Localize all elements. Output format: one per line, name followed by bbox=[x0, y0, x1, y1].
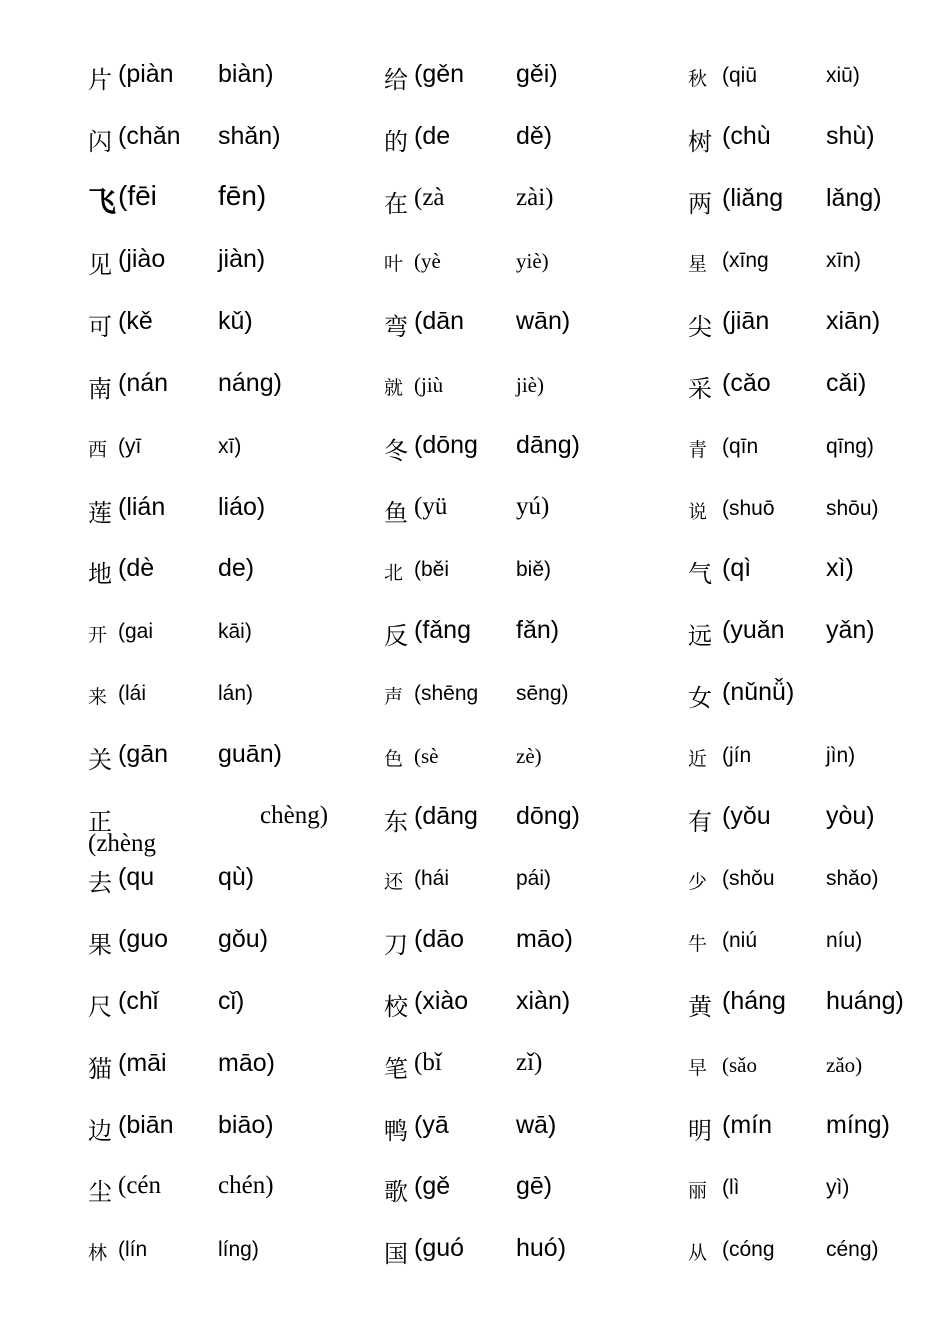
word-entry bbox=[688, 855, 950, 917]
pinyin-option-2: wān) bbox=[516, 307, 571, 336]
word-entry bbox=[88, 299, 388, 361]
pinyin-option-2: pái) bbox=[516, 867, 552, 891]
column-3 bbox=[688, 52, 950, 1288]
pinyin-option-2: gǒu) bbox=[218, 925, 269, 954]
pinyin-option-2: líng) bbox=[218, 1238, 259, 1262]
hanzi-character: 关 bbox=[88, 745, 112, 774]
pinyin-option-2: qù) bbox=[218, 863, 255, 892]
pinyin-option-2: liáo) bbox=[218, 492, 266, 521]
hanzi-character: 少 bbox=[688, 871, 708, 894]
hanzi-character: 星 bbox=[688, 253, 708, 276]
pinyin-option-2: jiàn) bbox=[218, 245, 266, 274]
word-entry bbox=[88, 670, 388, 732]
word-entry bbox=[688, 917, 950, 979]
word-entry bbox=[688, 1164, 950, 1226]
pinyin-option-1: (māi bbox=[118, 1048, 167, 1077]
pinyin-option-2: gē) bbox=[516, 1172, 553, 1201]
pinyin-option-2: yòu) bbox=[826, 801, 875, 830]
pinyin-option-1: (gai bbox=[118, 620, 154, 644]
pinyin-option-1: (xīng bbox=[722, 249, 769, 273]
pinyin-option-2: māo) bbox=[516, 925, 573, 954]
pinyin-option-1: (jiù bbox=[414, 372, 444, 397]
pinyin-option-2: huáng) bbox=[826, 986, 904, 1015]
word-entry bbox=[88, 1103, 388, 1165]
word-entry bbox=[688, 979, 950, 1041]
pinyin-option-1: (mín bbox=[722, 1110, 772, 1139]
hanzi-character: 校 bbox=[384, 992, 408, 1021]
hanzi-character: 莲 bbox=[88, 498, 112, 527]
hanzi-character: 从 bbox=[688, 1242, 708, 1265]
word-entry bbox=[88, 794, 388, 856]
pinyin-option-1: (gān bbox=[118, 739, 169, 768]
pinyin-option-1: (jín bbox=[722, 743, 752, 767]
word-entry bbox=[688, 1041, 950, 1103]
pinyin-option-1: (sè bbox=[414, 743, 439, 768]
word-entry bbox=[688, 299, 950, 361]
pinyin-option-2: huó) bbox=[516, 1234, 567, 1263]
pinyin-option-2: yiè) bbox=[516, 249, 549, 274]
pinyin-option-2: xīn) bbox=[826, 249, 862, 273]
pinyin-option-1: (bǐ bbox=[414, 1048, 442, 1076]
word-entry bbox=[384, 423, 684, 485]
pinyin-option-1: (dè bbox=[118, 554, 155, 583]
pinyin-option-1: (chǐ bbox=[118, 986, 159, 1015]
pinyin-option-2: dě) bbox=[516, 121, 553, 150]
hanzi-character: 丽 bbox=[688, 1180, 708, 1203]
hanzi-character: 去 bbox=[88, 869, 112, 898]
hanzi-character: 两 bbox=[688, 189, 712, 218]
word-entry bbox=[688, 423, 950, 485]
pinyin-option-2: jiè) bbox=[516, 372, 544, 397]
word-entry bbox=[688, 237, 950, 299]
hanzi-character: 弯 bbox=[384, 313, 408, 342]
pinyin-option-2: biàn) bbox=[218, 60, 274, 88]
pinyin-option-2: lǎng) bbox=[826, 183, 882, 212]
hanzi-character: 树 bbox=[688, 127, 712, 156]
pinyin-option-1: (yuǎn bbox=[722, 616, 785, 645]
word-entry bbox=[688, 732, 950, 794]
hanzi-character: 尺 bbox=[88, 992, 112, 1021]
word-entry bbox=[384, 546, 684, 608]
hanzi-character: 林 bbox=[88, 1242, 108, 1265]
hanzi-character: 南 bbox=[88, 374, 112, 403]
hanzi-character: 尘 bbox=[88, 1178, 112, 1207]
pinyin-option-1: (dāo bbox=[414, 925, 465, 954]
pinyin-option-1: (dōng bbox=[414, 430, 478, 459]
hanzi-character: 的 bbox=[384, 127, 408, 156]
pinyin-option-2: biě) bbox=[516, 558, 552, 582]
pinyin-option-1: (zhèng bbox=[88, 829, 157, 857]
hanzi-character: 猫 bbox=[88, 1054, 112, 1083]
word-entry bbox=[688, 361, 950, 423]
pinyin-option-1: (fǎng bbox=[414, 616, 471, 645]
pinyin-option-1: (háng bbox=[722, 986, 786, 1015]
hanzi-character: 近 bbox=[688, 747, 708, 770]
pinyin-option-1: (qu bbox=[118, 863, 155, 892]
hanzi-character: 就 bbox=[384, 376, 404, 399]
pinyin-option-1: (yā bbox=[414, 1110, 449, 1139]
pinyin-option-1: (nǔnǚ) bbox=[722, 677, 795, 706]
hanzi-character: 果 bbox=[88, 931, 112, 960]
hanzi-character: 远 bbox=[688, 622, 712, 651]
pinyin-option-1: (kě bbox=[118, 307, 153, 336]
pinyin-option-1: (lái bbox=[118, 681, 147, 705]
word-entry bbox=[688, 794, 950, 856]
word-entry bbox=[688, 176, 950, 238]
hanzi-character: 片 bbox=[88, 66, 112, 94]
pinyin-option-2: gěi) bbox=[516, 60, 558, 88]
pinyin-option-1: (yǒu bbox=[722, 801, 771, 830]
pinyin-option-1: (chù bbox=[722, 121, 771, 150]
pinyin-option-1: (liǎng bbox=[722, 183, 784, 212]
hanzi-character: 青 bbox=[688, 438, 708, 461]
hanzi-character: 西 bbox=[88, 438, 108, 461]
pinyin-option-2: chén) bbox=[218, 1172, 274, 1200]
hanzi-character: 鱼 bbox=[384, 498, 408, 527]
pinyin-option-1: (shēng bbox=[414, 681, 479, 705]
pinyin-option-1: (dāng bbox=[414, 801, 478, 830]
pinyin-option-2: cǐ) bbox=[218, 986, 245, 1015]
pinyin-option-2: xiū) bbox=[826, 64, 860, 87]
word-entry bbox=[88, 1041, 388, 1103]
hanzi-character: 地 bbox=[88, 560, 112, 589]
pinyin-option-1: (cǎo bbox=[722, 368, 771, 397]
word-entry bbox=[688, 52, 950, 114]
pinyin-option-2: kāi) bbox=[218, 620, 252, 644]
pinyin-option-1: (shuō bbox=[722, 496, 775, 520]
hanzi-character: 说 bbox=[688, 500, 708, 523]
word-entry bbox=[384, 485, 684, 547]
pinyin-option-1: (hái bbox=[414, 867, 450, 891]
pinyin-option-1: (cóng bbox=[722, 1238, 775, 1262]
word-entry bbox=[688, 670, 950, 732]
hanzi-character: 冬 bbox=[384, 436, 408, 465]
pinyin-option-1: (yè bbox=[414, 249, 441, 274]
word-entry bbox=[384, 1103, 684, 1165]
pinyin-option-2: yǎn) bbox=[826, 616, 875, 645]
pinyin-option-2: dāng) bbox=[516, 430, 580, 459]
hanzi-character: 鸭 bbox=[384, 1116, 408, 1145]
word-entry bbox=[384, 1164, 684, 1226]
pinyin-option-2: níu) bbox=[826, 929, 863, 953]
hanzi-character: 笔 bbox=[384, 1054, 408, 1083]
pinyin-option-2: míng) bbox=[826, 1110, 890, 1139]
word-entry bbox=[88, 423, 388, 485]
pinyin-option-2: sēng) bbox=[516, 681, 569, 705]
hanzi-character: 反 bbox=[384, 622, 408, 651]
word-entry bbox=[384, 361, 684, 423]
column-1 bbox=[88, 52, 388, 1288]
hanzi-character: 色 bbox=[384, 747, 404, 770]
pinyin-option-2: cǎi) bbox=[826, 368, 867, 397]
hanzi-character: 尖 bbox=[688, 313, 712, 342]
pinyin-option-1: (qì bbox=[722, 554, 752, 583]
word-entry bbox=[384, 237, 684, 299]
pinyin-option-1: (lián bbox=[118, 492, 166, 521]
hanzi-character: 刀 bbox=[384, 931, 408, 960]
pinyin-option-1: (nán bbox=[118, 368, 169, 397]
pinyin-option-2: lán) bbox=[218, 681, 254, 705]
pinyin-option-2: fǎn) bbox=[516, 616, 560, 645]
pinyin-option-1: (lì bbox=[722, 1176, 740, 1200]
pinyin-option-2: shù) bbox=[826, 121, 875, 150]
hanzi-character: 叶 bbox=[384, 253, 404, 276]
pinyin-option-2: qīng) bbox=[826, 434, 874, 458]
pinyin-option-1: (guó bbox=[414, 1234, 465, 1263]
pinyin-option-2: zè) bbox=[516, 743, 542, 768]
hanzi-character: 给 bbox=[384, 66, 408, 94]
pinyin-option-1: (de bbox=[414, 121, 451, 150]
hanzi-character: 边 bbox=[88, 1116, 112, 1145]
pinyin-option-2: de) bbox=[218, 554, 255, 583]
hanzi-character: 歌 bbox=[384, 1178, 408, 1207]
pinyin-option-1: (zà bbox=[414, 183, 445, 211]
column-2 bbox=[384, 52, 684, 1288]
pinyin-option-2: wā) bbox=[516, 1110, 557, 1139]
word-entry bbox=[384, 176, 684, 238]
word-entry bbox=[384, 855, 684, 917]
hanzi-character: 有 bbox=[688, 807, 712, 836]
pinyin-option-2: zài) bbox=[516, 183, 554, 211]
word-entry bbox=[88, 176, 388, 238]
hanzi-character: 黄 bbox=[688, 992, 712, 1021]
pinyin-option-1: (piàn bbox=[118, 60, 174, 88]
pinyin-option-2: yú) bbox=[516, 492, 550, 520]
hanzi-character: 声 bbox=[384, 685, 404, 708]
word-entry bbox=[688, 1103, 950, 1165]
pinyin-option-1: (fēi bbox=[118, 179, 157, 211]
word-entry bbox=[384, 670, 684, 732]
word-entry bbox=[688, 1226, 950, 1288]
pinyin-option-2: jìn) bbox=[826, 743, 856, 767]
hanzi-character: 飞 bbox=[88, 184, 117, 218]
word-entry bbox=[88, 361, 388, 423]
word-entry bbox=[88, 237, 388, 299]
hanzi-character: 开 bbox=[88, 624, 108, 647]
word-entry bbox=[384, 114, 684, 176]
pinyin-option-2: biāo) bbox=[218, 1110, 274, 1139]
word-entry bbox=[688, 114, 950, 176]
word-entry bbox=[88, 979, 388, 1041]
hanzi-character: 可 bbox=[88, 313, 112, 342]
hanzi-character: 来 bbox=[88, 685, 108, 708]
pinyin-option-1: (qiū bbox=[722, 64, 758, 87]
pinyin-option-1: (sǎo bbox=[722, 1052, 757, 1077]
hanzi-character: 牛 bbox=[688, 933, 708, 956]
pinyin-option-2: chèng) bbox=[260, 801, 329, 829]
word-entry bbox=[88, 917, 388, 979]
hanzi-character: 明 bbox=[688, 1116, 712, 1145]
pinyin-option-1: (jiān bbox=[722, 307, 770, 336]
pinyin-option-2: māo) bbox=[218, 1048, 275, 1077]
pinyin-option-2: dōng) bbox=[516, 801, 580, 830]
word-entry bbox=[384, 52, 684, 114]
word-entry bbox=[384, 1041, 684, 1103]
word-entry bbox=[688, 485, 950, 547]
hanzi-character: 气 bbox=[688, 560, 712, 589]
hanzi-character: 正 bbox=[88, 807, 112, 836]
pinyin-option-1: (běi bbox=[414, 558, 450, 582]
pinyin-option-1: (biān bbox=[118, 1110, 174, 1139]
hanzi-character: 采 bbox=[688, 374, 712, 403]
pinyin-option-2: xī) bbox=[218, 434, 242, 458]
word-entry bbox=[384, 732, 684, 794]
pinyin-option-2: guān) bbox=[218, 739, 282, 768]
pinyin-option-1: (lín bbox=[118, 1238, 148, 1262]
pinyin-option-2: kǔ) bbox=[218, 307, 253, 336]
word-entry bbox=[88, 546, 388, 608]
word-entry bbox=[384, 794, 684, 856]
pinyin-option-1: (yü bbox=[414, 492, 448, 520]
word-entry bbox=[88, 1226, 388, 1288]
pinyin-option-1: (xiào bbox=[414, 986, 469, 1015]
pinyin-option-1: (guo bbox=[118, 925, 169, 954]
word-entry bbox=[384, 608, 684, 670]
hanzi-character: 见 bbox=[88, 251, 112, 280]
pinyin-option-1: (dān bbox=[414, 307, 465, 336]
hanzi-character: 东 bbox=[384, 807, 408, 836]
pinyin-option-2: fēn) bbox=[218, 179, 267, 211]
pinyin-option-1: (gě bbox=[414, 1172, 451, 1201]
word-entry bbox=[88, 855, 388, 917]
word-entry bbox=[88, 732, 388, 794]
word-entry bbox=[384, 299, 684, 361]
word-entry bbox=[384, 1226, 684, 1288]
pinyin-option-2: shǎn) bbox=[218, 121, 281, 150]
hanzi-character: 还 bbox=[384, 871, 404, 894]
pinyin-option-1: (niú bbox=[722, 929, 758, 953]
pinyin-option-2: shǎo) bbox=[826, 867, 879, 891]
pinyin-option-2: xiàn) bbox=[516, 986, 571, 1015]
word-entry bbox=[688, 608, 950, 670]
pinyin-option-2: zǎo) bbox=[826, 1052, 863, 1077]
word-entry bbox=[384, 979, 684, 1041]
hanzi-character: 闪 bbox=[88, 127, 112, 156]
pinyin-option-2: yì) bbox=[826, 1176, 850, 1200]
word-entry bbox=[384, 917, 684, 979]
pinyin-option-1: (cén bbox=[118, 1172, 162, 1200]
pinyin-option-2: náng) bbox=[218, 368, 282, 397]
pinyin-option-1: (qīn bbox=[722, 434, 759, 458]
pinyin-option-2: xì) bbox=[826, 554, 854, 583]
pinyin-option-1: (yī bbox=[118, 434, 142, 458]
hanzi-character: 秋 bbox=[688, 68, 708, 90]
word-entry bbox=[88, 608, 388, 670]
pinyin-option-1: (gěn bbox=[414, 60, 465, 88]
pinyin-option-2: céng) bbox=[826, 1238, 879, 1262]
word-entry bbox=[88, 485, 388, 547]
hanzi-character: 在 bbox=[384, 189, 408, 218]
word-entry bbox=[688, 546, 950, 608]
word-entry bbox=[88, 1164, 388, 1226]
pinyin-option-2: shōu) bbox=[826, 496, 879, 520]
hanzi-character: 早 bbox=[688, 1056, 708, 1079]
pinyin-option-1: (shǒu bbox=[722, 867, 775, 891]
pinyin-option-2: xiān) bbox=[826, 307, 881, 336]
word-entry bbox=[88, 52, 388, 114]
hanzi-character: 国 bbox=[384, 1240, 408, 1269]
hanzi-character: 北 bbox=[384, 562, 404, 585]
hanzi-character: 女 bbox=[688, 683, 712, 712]
pinyin-option-1: (jiào bbox=[118, 245, 166, 274]
word-entry bbox=[88, 114, 388, 176]
pinyin-option-1: (chǎn bbox=[118, 121, 181, 150]
pinyin-option-2: zǐ) bbox=[516, 1048, 543, 1076]
